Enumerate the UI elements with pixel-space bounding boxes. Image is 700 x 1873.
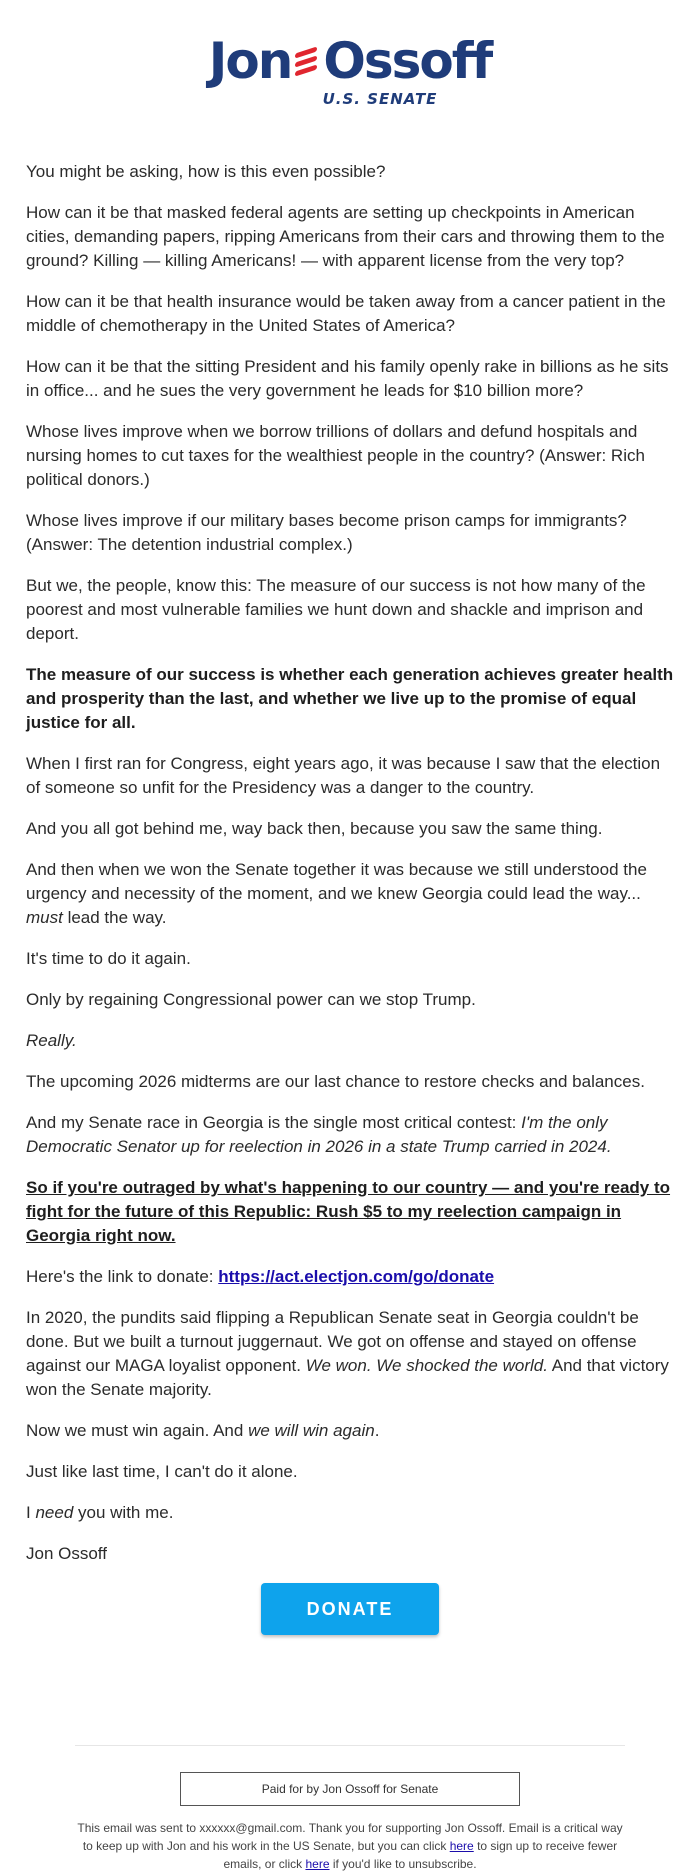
paragraph-12: It's time to do it again. [26,949,191,968]
paragraph-19-text: In 2020, the pundits said flipping a Republican Senate seat in Georgia couldn't be done. But we built a turnout juggernaut. We got on offense and stayed on offense against our MAGA loyalist opponent. [26,1308,639,1375]
paragraph-11-tail: lead the way. [62,908,167,927]
paid-for-disclaimer: Paid for by Jon Ossoff for Senate [180,1772,520,1806]
paragraph-14-emphasis: Really. [26,1031,77,1050]
footer-divider [75,1745,625,1746]
paragraph-19-emphasis: We won. We shocked the world. [305,1356,548,1375]
signature: Jon Ossoff [26,1544,107,1563]
footer-text-2: to sign up to receive fewer emails, or click [223,1839,618,1871]
paragraph-11 [26,858,674,930]
paragraph-16-text: And my Senate race in Georgia is the single most critical contest: [26,1113,522,1132]
paragraph-6: Whose lives improve if our military bases become prison camps for immigrants? (Answer: The detention industrial complex.) [26,511,627,554]
paragraph-15: The upcoming 2026 midterms are our last chance to restore checks and balances. [26,1072,645,1091]
call-to-action-text: So if you're outraged by what's happening to our country — and you're ready to fight for the future of this Republic: Rush $5 to my reelection campaign in Georgia right now. [26,1178,671,1245]
fewer-emails-link[interactable]: here [449,1839,474,1853]
paragraph-3: How can it be that health insurance would be taken away from a cancer patient in the middle of chemotherapy in the United States of America? [26,292,666,335]
paragraph-16 [26,1111,674,1159]
paragraph-11-text: And then when we won the Senate together it was because we still understood the urgency and necessity of the moment, and we knew Georgia could lead the way... [26,860,647,903]
paragraph-9: When I first ran for Congress, eight years ago, it was because I saw that the election of someone so unfit for the Presidency was a danger to the country. [26,754,661,797]
paragraph-20-tail: . [374,1421,380,1440]
paragraph-4: How can it be that the sitting President and his family openly rake in billions as he sits in office... and he sues the very government he leads for $10 billion more? [26,357,669,400]
logo-text-right: Ossoff [323,32,492,90]
paragraph-20 [26,1419,674,1443]
paragraph-1: You might be asking, how is this even possible? [26,162,386,181]
paragraph-20-text: Now we must win again. And [26,1421,249,1440]
logo-text-left: Jon [208,32,292,90]
paragraph-7: But we, the people, know this: The measure of our success is not how many of the poorest and most vulnerable families we hunt down and shackle and imprison and deport. [26,576,646,643]
donate-button[interactable]: DONATE [261,1583,439,1635]
donate-link-label: Here's the link to donate: [26,1267,219,1286]
unsubscribe-link[interactable]: here [305,1857,330,1871]
paragraph-8-bold: The measure of our success is whether each generation achieves greater health and prosperity than the last, and whether we live up to the promise of equal justice for all. [26,665,674,732]
paragraph-21: Just like last time, I can't do it alone. [26,1462,298,1481]
paragraph-5: Whose lives improve when we borrow trillions of dollars and defund hospitals and nursing homes to cut taxes for the wealthiest people in the country? (Answer: Rich political donors.) [26,422,645,489]
paragraph-22-emphasis: need [35,1503,74,1522]
donate-link-paragraph [26,1265,674,1289]
paragraph-2: How can it be that masked federal agents are setting up checkpoints in American cities, demanding papers, ripping Americans from their cars and throwing them to the ground? Killing — killing Americans! — with apparent license from the very top? [26,203,665,270]
logo-wordmark [208,32,492,90]
paragraph-13: Only by regaining Congressional power can we stop Trump. [26,990,476,1009]
paragraph-22-tail: you with me. [73,1503,174,1522]
paragraph-22 [26,1501,674,1525]
footer-text-1: This email was sent to xxxxxx@gmail.com. Thank you for supporting Jon Ossoff. Email is a critical way to keep up with Jon and his work in the US Senate, but you can click [77,1821,623,1853]
footer-text [0,1806,700,1873]
logo-subtitle: U.S. SENATE [322,90,438,108]
paragraph-11-emphasis: must [26,908,63,927]
donate-link[interactable]: https://act.electjon.com/go/donate [218,1267,495,1286]
donate-button-container [0,1583,700,1635]
paragraph-22-text: I [26,1503,36,1522]
footer-text-3: if you'd like to unsubscribe. [329,1857,477,1871]
paragraph-19-tail: And that victory won the Senate majority. [26,1356,669,1399]
email-body [0,116,700,1566]
logo-stripes-icon [293,44,321,78]
paragraph-10: And you all got behind me, way back then, because you saw the same thing. [26,819,603,838]
paragraph-16-emphasis: I'm the only Democratic Senator up for reelection in 2026 in a state Trump carried in 2024. [26,1113,612,1156]
paragraph-20-emphasis: we will win again [248,1421,375,1440]
paragraph-19 [26,1306,674,1402]
paragraph-14 [26,1029,674,1053]
campaign-logo [0,0,700,116]
